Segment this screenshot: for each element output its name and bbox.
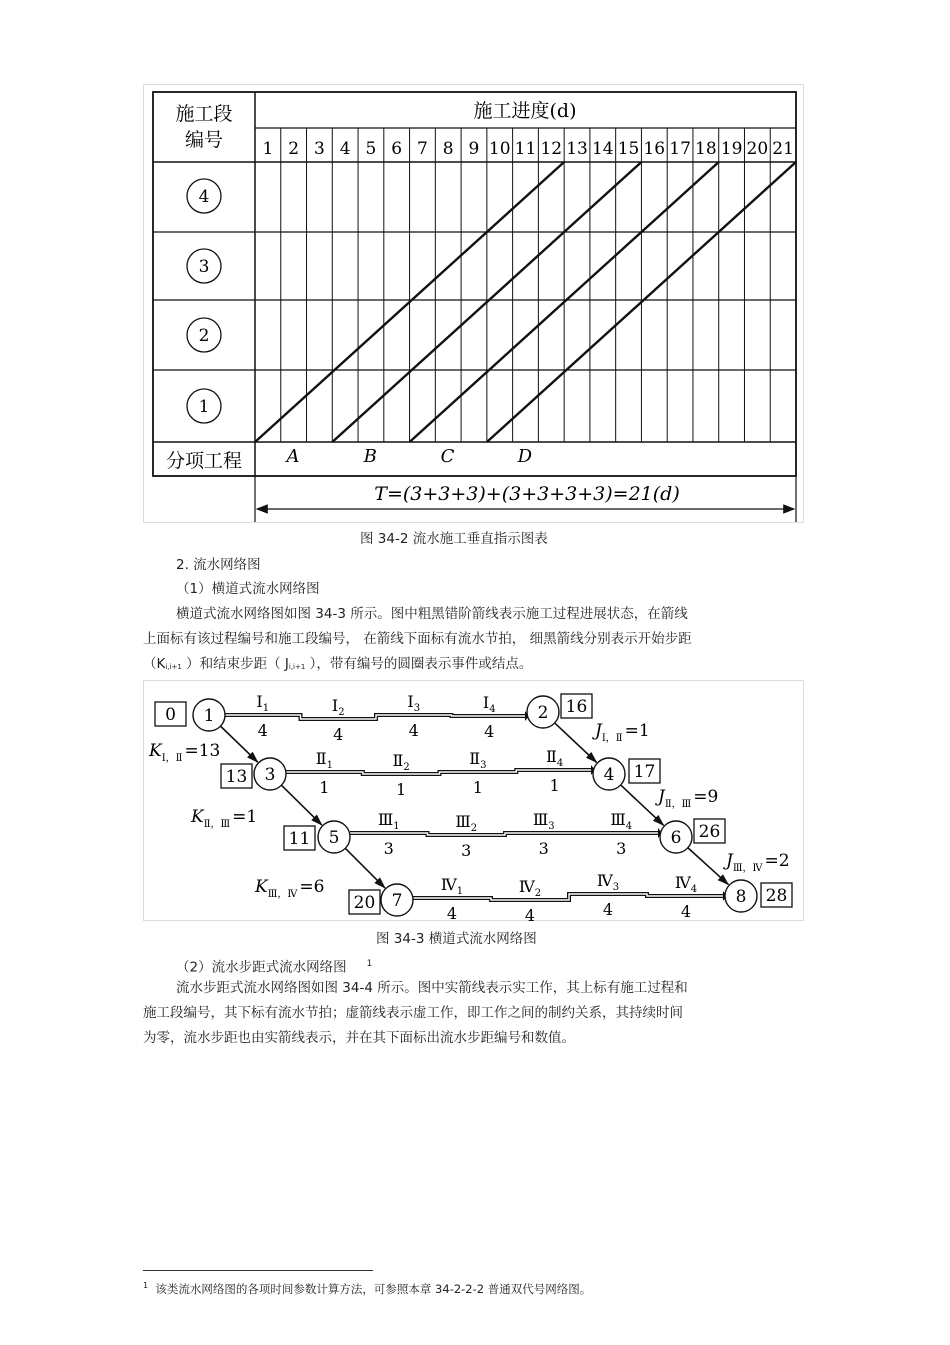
process-id-label: $Ⅲ_3$ — [532, 810, 555, 832]
time-box-value: 0 — [165, 705, 176, 725]
flow-beat-label: 4 — [257, 721, 268, 740]
process-id-label: $Ⅱ_1$ — [315, 749, 333, 771]
segment-number: 2 — [198, 326, 210, 346]
flow-beat-label: 4 — [446, 904, 458, 922]
end-step-label: $J_{Ⅲ,Ⅳ} =2$ — [726, 851, 790, 874]
horizontal-flow-network-diagram — [143, 680, 805, 922]
start-step-label: $K_{Ⅱ,Ⅲ} =1$ — [191, 807, 258, 830]
end-step-label: $J_{I,Ⅱ} =1$ — [595, 721, 650, 744]
event-node-number: 2 — [537, 703, 549, 723]
day-label: 11 — [514, 139, 537, 159]
event-node-number: 5 — [328, 828, 340, 848]
process-id-label: $Ⅱ_2$ — [392, 751, 410, 773]
paragraph-2-line-1: 流水步距式流水网络图如图 34-4 所示。图中实箭线表示实工作，其上标有施工过程和 — [176, 980, 688, 996]
flow-beat-label: 1 — [472, 778, 483, 797]
event-node-number: 8 — [735, 887, 747, 907]
process-id-label: $I_2$ — [331, 696, 345, 718]
day-label: 13 — [566, 139, 588, 159]
time-box-value: 16 — [565, 697, 588, 717]
day-label: 4 — [339, 139, 351, 159]
flow-beat-label: 3 — [616, 839, 627, 858]
segment-number: 3 — [198, 257, 210, 277]
process-id-label: $Ⅲ_1$ — [377, 810, 400, 832]
event-node-number: 3 — [264, 765, 276, 785]
header-segment-line2: 编号 — [184, 129, 224, 151]
section-heading-2-1: （1）横道式流水网络图 — [176, 581, 320, 597]
day-label: 10 — [488, 139, 511, 159]
section-heading-2: 2. 流水网络图 — [176, 557, 261, 573]
day-label: 7 — [417, 139, 428, 159]
segment-number: 1 — [198, 397, 210, 417]
header-progress: 施工进度(d) — [473, 100, 577, 122]
process-id-label: $I_3$ — [407, 692, 421, 714]
time-box-value: 28 — [765, 886, 788, 906]
section-heading-2-2: （2）流水步距式流水网络图 $^1$ — [176, 959, 373, 976]
process-id-label: $Ⅲ_4$ — [610, 810, 633, 832]
step-arrow — [221, 726, 258, 762]
flow-beat-label: 4 — [333, 725, 344, 744]
header-segment-line1: 施工段 — [175, 103, 233, 125]
process-id-label: $Ⅱ_4$ — [546, 747, 564, 769]
subproject-label: 分项工程 — [165, 450, 243, 472]
process-id-label: $Ⅳ_4$ — [674, 873, 698, 895]
day-label: 16 — [643, 139, 666, 159]
day-label: 5 — [365, 139, 377, 159]
flow-schedule-chart — [143, 84, 805, 524]
step-arrow — [688, 848, 729, 885]
flow-beat-label: 3 — [383, 839, 394, 858]
event-node-number: 4 — [603, 765, 615, 785]
event-node-number: 6 — [670, 828, 682, 848]
flow-beat-label: 4 — [524, 906, 536, 922]
process-id-label: $Ⅳ_3$ — [596, 871, 620, 893]
flow-beat-label: 4 — [484, 722, 495, 741]
process-label: D — [517, 446, 533, 467]
step-arrow — [345, 848, 385, 888]
total-duration-formula: T=(3+3+3)+(3+3+3+3)=21(d) — [374, 483, 680, 505]
day-label: 8 — [442, 139, 454, 159]
day-label: 6 — [391, 139, 403, 159]
day-label: 3 — [313, 139, 325, 159]
event-node-number: 7 — [391, 891, 403, 911]
figure-34-2-caption: 图 34-2 流水施工垂直指示图表 — [360, 531, 548, 547]
day-label: 14 — [591, 139, 614, 159]
time-box-value: 20 — [353, 893, 376, 913]
time-box-value: 17 — [633, 762, 656, 782]
event-node-number: 1 — [203, 706, 215, 726]
flow-beat-label: 1 — [319, 778, 330, 797]
flow-beat-label: 3 — [461, 841, 472, 860]
end-step-label: $J_{Ⅱ,Ⅲ} =9$ — [658, 787, 719, 810]
flow-beat-label: 3 — [538, 839, 549, 858]
process-id-label: $Ⅱ_3$ — [469, 749, 487, 771]
paragraph-1-line-1: 横道式流水网络图如图 34-3 所示。图中粗黑错阶箭线表示施工过程进展状态，在箭线 — [176, 606, 688, 622]
paragraph-2-line-3: 为零，流水步距也由实箭线表示，并在其下面标出流水步距编号和数值。 — [143, 1030, 575, 1046]
process-label: C — [440, 446, 455, 467]
process-id-label: $Ⅲ_2$ — [455, 812, 478, 834]
figure-34-3-caption: 图 34-3 横道式流水网络图 — [376, 931, 537, 947]
footnote-rule — [143, 1270, 373, 1271]
day-label: 1 — [262, 139, 274, 159]
start-step-label: $K_{I,Ⅱ} =13$ — [149, 741, 221, 764]
flow-beat-label: 1 — [396, 780, 407, 799]
process-id-label: $Ⅳ_1$ — [440, 875, 464, 897]
time-box-value: 11 — [288, 829, 311, 849]
flow-beat-label: 1 — [549, 776, 560, 795]
time-box-value: 26 — [698, 822, 721, 842]
process-id-label: $Ⅳ_2$ — [518, 877, 542, 899]
flow-beat-label: 4 — [408, 721, 419, 740]
segment-number: 4 — [198, 187, 210, 207]
day-label: 20 — [746, 139, 769, 159]
flow-beat-label: 4 — [602, 900, 614, 919]
time-box-value: 13 — [225, 767, 248, 787]
step-arrow — [281, 785, 321, 825]
day-label: 12 — [540, 139, 563, 159]
paragraph-2-line-2: 施工段编号，其下标有流水节拍；虚箭线表示虚工作，即工作之间的制约关系，其持续时间 — [143, 1005, 683, 1021]
day-label: 9 — [468, 139, 480, 159]
day-label: 2 — [288, 139, 300, 159]
process-id-label: $I_4$ — [482, 693, 496, 715]
paragraph-1-line-3: （$K_{i,i+1}$ ）和结束步距（ $J_{i,i+1}$ ），带有编号的圆圈表示事件或结点。 — [143, 656, 533, 672]
day-label: 17 — [669, 139, 691, 159]
day-label: 15 — [617, 139, 640, 159]
flow-beat-label: 4 — [680, 902, 692, 921]
footnote: $^1$ 该类流水网络图的各项时间参数计算方法，可参照本章 34-2-2-2 普通双代号网络图。 — [143, 1281, 592, 1296]
process-label: A — [286, 446, 300, 467]
day-label: 18 — [695, 139, 717, 159]
process-label: B — [363, 446, 377, 467]
day-label: 21 — [772, 139, 794, 159]
start-step-label: $K_{Ⅲ,Ⅳ} =6$ — [255, 877, 325, 900]
process-id-label: $I_1$ — [256, 692, 270, 714]
paragraph-1-line-2: 上面标有该过程编号和施工段编号， 在箭线下面标有流水节拍， 细黑箭线分别表示开始步距 — [143, 631, 692, 647]
day-label: 19 — [720, 139, 743, 159]
step-arrow — [555, 723, 597, 762]
